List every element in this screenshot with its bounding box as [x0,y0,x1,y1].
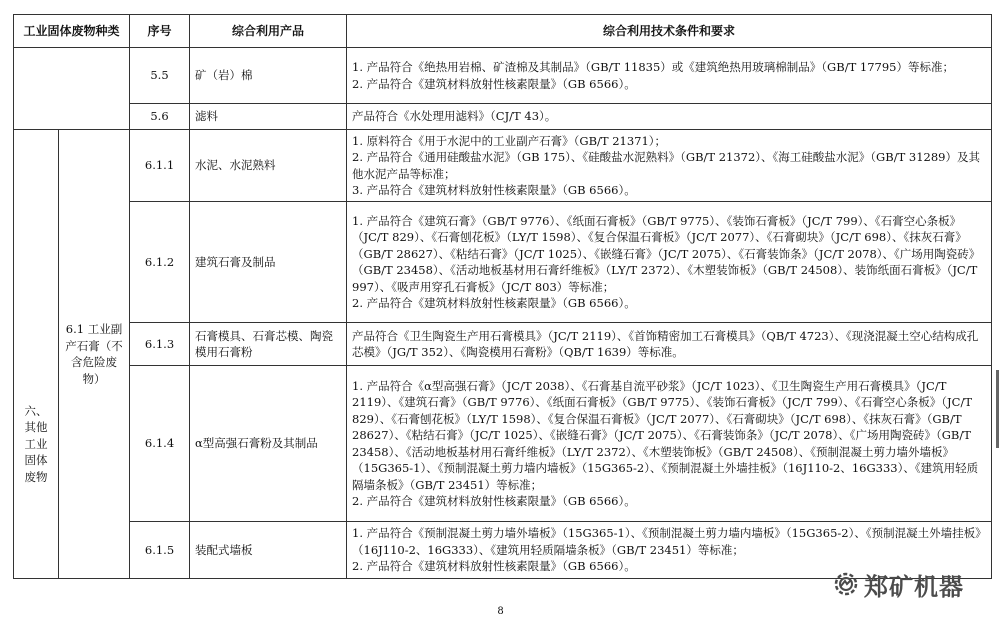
header-row [14,15,992,48]
table-row [14,130,992,202]
row-requirements: 产品符合《卫生陶瓷生产用石膏模具》（JC/T 2119）、《首饰精密加工石膏模具》（QB/T 4723）、《现浇混凝土空心结构成孔芯模》（JG/T 352）、《陶瓷模用石膏粉》（QB/T 1639）等标准。 [347,323,992,366]
row-product: 装配式墙板 [190,522,347,579]
row-product: 水泥、水泥熟料 [190,130,347,202]
header-category: 工业固体废物种类 [14,15,130,48]
watermark [832,569,994,599]
row-number: 6.1.2 [130,202,190,323]
row-requirements: 1. 产品符合《绝热用岩棉、矿渣棉及其制品》（GB/T 11835）或《建筑绝热用玻璃棉制品》（GB/T 17795）等标准； 2. 产品符合《建筑材料放射性核素限量》（GB 6566）。 [347,48,992,104]
table-row [14,202,992,323]
category-6-1-label: 6.1 工业副产石膏（不含危险废物） [59,130,130,579]
header-number: 序号 [130,15,190,48]
row-requirements: 1. 产品符合《建筑石膏》（GB/T 9776）、《纸面石膏板》（GB/T 9775）、《装饰石膏板》（JC/T 799）、《石膏空心条板》（JC/T 829）、《石膏刨花板》（LY/T 1598）、《复合保温石膏板》（JC/T 2077）、《石膏砌块》（JC/T 698）、《抹灰石膏》（GB/T 28627）、《粘结石膏》（JC/T 1025）、《嵌缝石膏》（JC/T 2075）、《石膏装饰条》（JC/T 2078）、《广场用陶瓷砖》（GB/T 23458）、《活动地板基材用石膏纤维板》（LY/T 2372）、《木塑装饰板》（GB/T 24508）、装饰纸面石膏板》（JC/T 997）、《吸声用穿孔石膏板》（JC/T 803）等标准； 2. 产品符合《建筑材料放射性核素限量》（GB 6566）。 [347,202,992,323]
row-product: 矿（岩）棉 [190,48,347,104]
row-number: 6.1.3 [130,323,190,366]
category-6-label: 六、其他工业固体废物 [14,130,59,579]
row-product: 石膏模具、石膏芯模、陶瓷模用石膏粉 [190,323,347,366]
row-requirements: 1. 原料符合《用于水泥中的工业副产石膏》（GB/T 21371）； 2. 产品符合《通用硅酸盐水泥》（GB 175）、《硅酸盐水泥熟料》（GB/T 21372）、《海工硅酸盐水泥》（GB/T 31289）及其他水泥产品等标准； 3. 产品符合《建筑材料放射性核素限量》（GB 6566）。 [347,130,992,202]
row-product: 建筑石膏及制品 [190,202,347,323]
header-product: 综合利用产品 [190,15,347,48]
row-requirements: 产品符合《水处理用滤料》（CJ/T 43）。 [347,104,992,130]
table-row [14,104,992,130]
row-requirements: 1. 产品符合《α型高强石膏》（JC/T 2038）、《石膏基自流平砂浆》（JC/T 1023）、《卫生陶瓷生产用石膏模具》（JC/T 2119）、《建筑石膏》（GB/T 9776）、《纸面石膏板》（GB/T 9775）、《装饰石膏板》（JC/T 799）、《石膏空心条板》（JC/T 829）、《石膏刨花板》（LY/T 1598）、《复合保温石膏板》（JC/T 2077）、《石膏砌块》（JC/T 698）、《抹灰石膏》（GB/T 28627）、《粘结石膏》（JC/T 1025）、《嵌缝石膏》（JC/T 2075）、《石膏装饰条》（JC/T 2078）、《广场用陶瓷砖》（GB/T 23458）、《活动地板基材用石膏纤维板》（LY/T 2372）、《木塑装饰板》（GB/T 24508）、《预制混凝土剪力墙外墙板》（15G365-1）、《预制混凝土剪力墙内墙板》（15G365-2）、《预制混凝土外墙挂板》（16J110-2、16G333）、《建筑用轻质隔墙条板》（GB/T 23451）等标准； 2. 产品符合《建筑材料放射性核素限量》（GB 6566）。 [347,366,992,522]
header-requirements: 综合利用技术条件和要求 [347,15,992,48]
table-row [14,323,992,366]
row-product: α型高强石膏粉及其制品 [190,366,347,522]
gear-logo-icon [832,570,860,598]
category-5-continued [14,48,130,130]
standards-table [13,14,992,579]
watermark-text: 郑矿机器 [864,572,964,601]
row-number: 6.1.1 [130,130,190,202]
row-product: 滤料 [190,104,347,130]
row-requirements: 1. 产品符合《预制混凝土剪力墙外墙板》（15G365-1）、《预制混凝土剪力墙内墙板》（15G365-2）、《预制混凝土外墙挂板》（16J110-2、16G333）、《建筑用轻质隔墙条板》（GB/T 23451）等标准； 2. 产品符合《建筑材料放射性核素限量》（GB 6566）。 [347,522,992,579]
row-number: 5.5 [130,48,190,104]
table-row [14,366,992,522]
page-edge-line [996,370,999,448]
page-number: 8 [497,606,504,617]
row-number: 6.1.5 [130,522,190,579]
row-number: 5.6 [130,104,190,130]
table-row [14,48,992,104]
row-number: 6.1.4 [130,366,190,522]
